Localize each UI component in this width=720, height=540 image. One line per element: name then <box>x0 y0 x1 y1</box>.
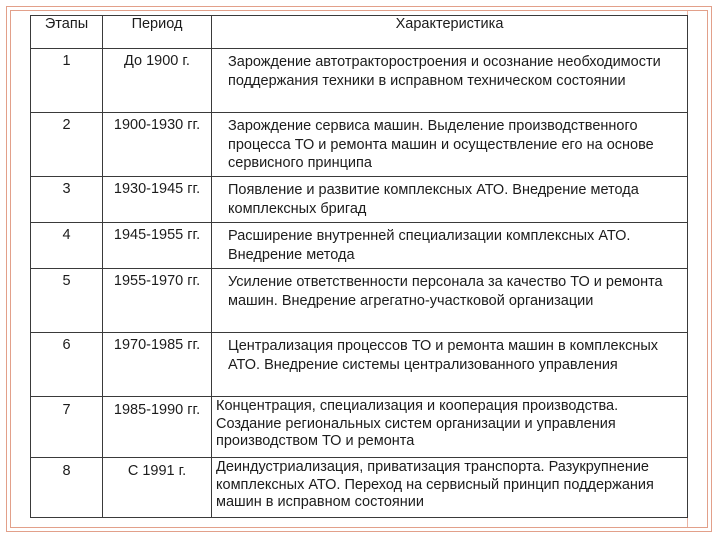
header-stage: Этапы <box>31 16 103 49</box>
stage-period: 1945-1955 гг. <box>103 223 212 269</box>
table-row <box>31 397 688 458</box>
stage-number: 5 <box>31 269 103 333</box>
header-period: Период <box>103 16 212 49</box>
stage-description: Деиндустриализация, приватизация транспорта. Разукрупнение комплексных АТО. Переход на сервисный принцип поддержания машин в исправном состоянии <box>212 458 688 518</box>
stage-description: Усиление ответственности персонала за качество ТО и ремонта машин. Внедрение агрегатно-участковой организации <box>212 269 688 333</box>
stage-description: Появление и развитие комплексных АТО. Внедрение метода комплексных бригад <box>212 177 688 223</box>
stage-period: 1970-1985 гг. <box>103 333 212 397</box>
table-row <box>31 269 688 333</box>
table-row <box>31 177 688 223</box>
stage-period: С 1991 г. <box>103 458 212 518</box>
table-row <box>31 113 688 177</box>
header-description: Характеристика <box>212 16 688 49</box>
stage-description: Централизация процессов ТО и ремонта машин в комплексных АТО. Внедрение системы централизованного управления <box>212 333 688 397</box>
stage-period: До 1900 г. <box>103 49 212 113</box>
stage-period: 1955-1970 гг. <box>103 269 212 333</box>
stage-number: 1 <box>31 49 103 113</box>
stage-number: 4 <box>31 223 103 269</box>
stages-table <box>30 15 688 518</box>
stage-description: Зарождение автотракторостроения и осознание необходимости поддержания техники в исправном техническом состоянии <box>212 49 688 113</box>
table-row <box>31 49 688 113</box>
stage-number: 7 <box>31 397 103 458</box>
table-row <box>31 458 688 518</box>
stage-number: 3 <box>31 177 103 223</box>
stage-period: 1900-1930 гг. <box>103 113 212 177</box>
stage-description: Расширение внутренней специализации комплексных АТО. Внедрение метода <box>212 223 688 269</box>
table-row <box>31 223 688 269</box>
stage-period: 1930-1945 гг. <box>103 177 212 223</box>
stage-number: 6 <box>31 333 103 397</box>
table-header-row <box>31 16 688 49</box>
stage-period: 1985-1990 гг. <box>103 397 212 458</box>
stage-number: 2 <box>31 113 103 177</box>
stage-description: Зарождение сервиса машин. Выделение производственного процесса ТО и ремонта машин и осуществление его на основе сервисного принципа <box>212 113 688 177</box>
table-row <box>31 333 688 397</box>
stage-description: Концентрация, специализация и кооперация производства. Создание региональных систем организации и управления производством ТО и ремонта <box>212 397 688 458</box>
stage-number: 8 <box>31 458 103 518</box>
